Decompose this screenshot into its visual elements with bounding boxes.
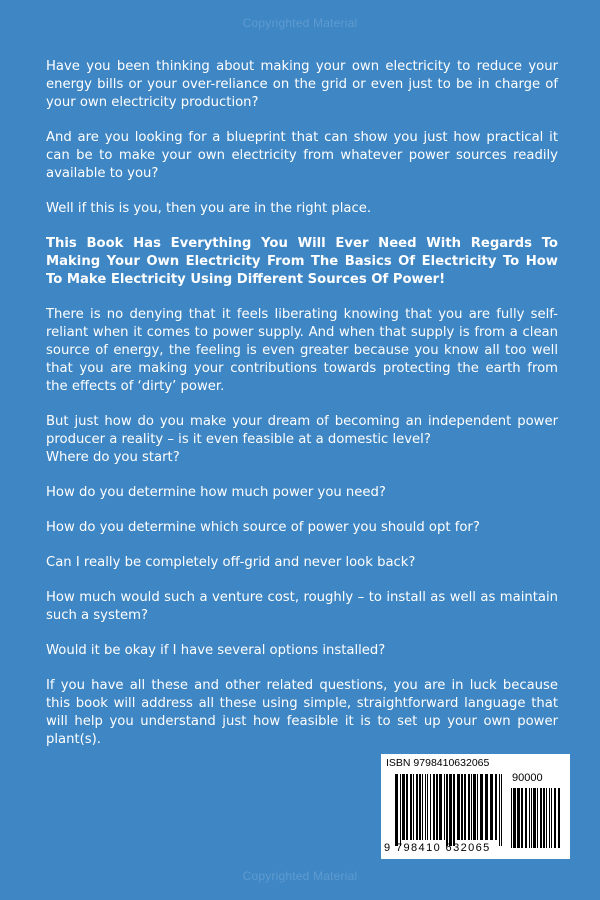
isbn-first-digit: 9 (384, 842, 391, 854)
question-off-grid: Can I really be completely off-grid and never look back? (46, 555, 416, 570)
watermark-top: Copyrighted Material (242, 16, 358, 30)
isbn-digits: 798410 632065 (396, 842, 491, 854)
paragraph-where-start: Where do you start? (46, 450, 180, 465)
isbn-label: ISBN 9798410632065 (386, 757, 490, 769)
question-several-options: Would it be okay if I have several options installed? (46, 643, 386, 658)
question-which-source: How do you determine which source of power you should opt for? (46, 520, 480, 535)
paragraph-intro: Have you been thinking about making your own electricity to reduce your energy bills or your over-reliance on the grid or even just to be in charge of your own electricity production? (46, 59, 558, 110)
paragraph-blueprint: And are you looking for a blueprint that can show you just how practical it can be to make your own electricity from whatever power sources readily available to you? (46, 130, 558, 181)
question-cost: How much would such a venture cost, roughly – to install as well as maintain such a system? (46, 590, 558, 623)
paragraph-dream: But just how do you make your dream of becoming an independent power producer a reality – is it even feasible at a domestic level? (46, 414, 558, 447)
paragraph-closing: If you have all these and other related questions, you are in luck because this book will address all these using simple, straightforward language that will help you understand just how feasible it is to set up your own power plant(s). (46, 678, 558, 747)
back-cover-blurb (46, 58, 558, 766)
watermark-bottom: Copyrighted Material (242, 869, 358, 883)
paragraph-right-place: Well if this is you, then you are in the right place. (46, 201, 372, 216)
paragraph-self-reliant: There is no denying that it feels liberating knowing that you are fully self-reliant when it comes to power supply. And when that supply is from a clean source of energy, the feeling is even greater because you know all too well that you are making your contributions towards protecting the earth from the effects of ‘dirty’ power. (46, 307, 558, 394)
price-code: 90000 (512, 772, 543, 784)
isbn-barcode (381, 754, 570, 859)
paragraph-headline: This Book Has Everything You Will Ever Need With Regards To Making Your Own Electricity From The Basics Of Electricity To How To Make Electricity Using Different Sources Of Power! (46, 236, 558, 287)
question-how-much-power: How do you determine how much power you need? (46, 485, 386, 500)
